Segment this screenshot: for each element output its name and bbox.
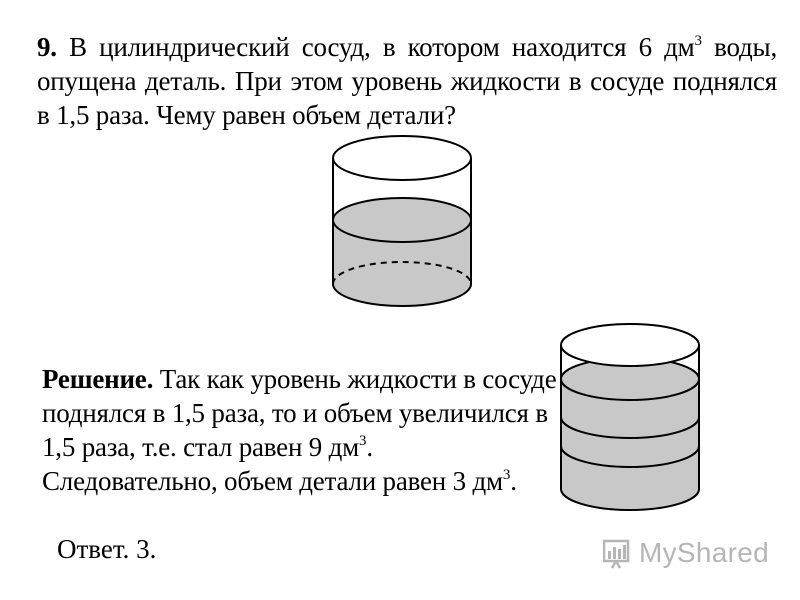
cylinder-initial-figure	[330, 133, 474, 309]
solution-line-1: Решение. Так как уровень жидкости в сосуде	[42, 364, 557, 394]
superscript-3: 3	[694, 33, 702, 49]
problem-line-1: 9. В цилиндрический сосуд, в котором находится 6 $дм^3$ воды,	[37, 32, 777, 62]
superscript-3: 3	[502, 467, 511, 483]
problem-statement	[37, 30, 777, 132]
solution-text	[42, 362, 562, 498]
answer-text: Ответ. 3.	[57, 534, 157, 564]
water-surface	[333, 198, 471, 242]
problem-line-3: в 1,5 раза. Чему равен объем детали?	[37, 100, 456, 130]
problem-number: 9.	[37, 32, 57, 62]
cylinder-raised-figure	[558, 321, 702, 517]
problem-line-2: опущена деталь. При этом уровень жидкости в сосуде поднялся	[37, 66, 777, 96]
solution-line-4: Следовательно, объем детали равен 3 $дм^3$.	[42, 466, 517, 496]
watermark-brand: MyShared	[639, 537, 770, 568]
solution-line-3: 1,5 раза, т.е. стал равен 9 $дм^3$.	[42, 432, 373, 462]
solution-label: Решение.	[42, 364, 154, 394]
top-rim	[333, 136, 471, 180]
top-rim	[561, 324, 699, 366]
bar-chart-icon	[603, 537, 633, 569]
watermark	[603, 535, 773, 571]
solution-line-2: поднялся в 1,5 раза, то и объем увеличился в	[42, 398, 548, 428]
superscript-3: 3	[359, 433, 367, 449]
